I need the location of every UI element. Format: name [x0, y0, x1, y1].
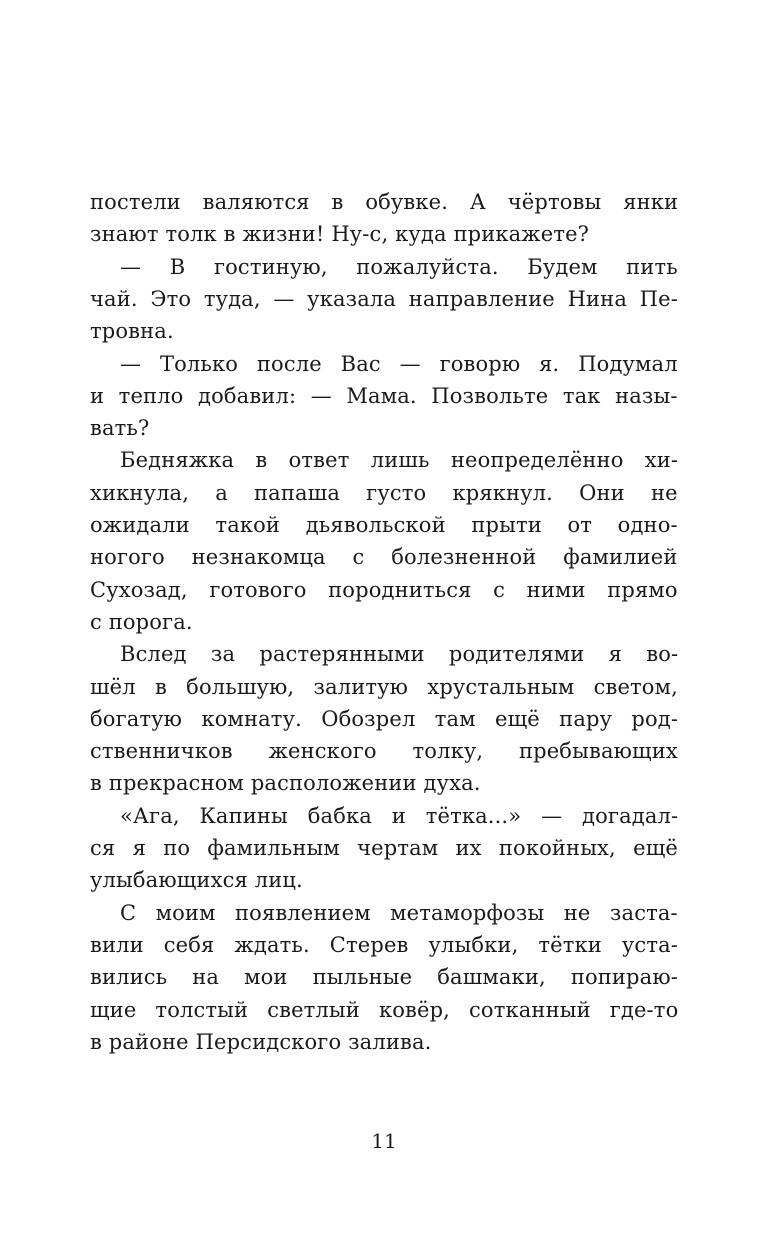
text-line: ственничков женского толку, пребывающих: [90, 739, 678, 764]
text-line: ожидали такой дьявольской прыти от одно-: [90, 513, 678, 537]
text-line: ся я по фамильным чертам их покойных, ещё: [90, 836, 678, 860]
text-line: чай. Это туда, — указала направление Нина Пе-: [90, 286, 678, 311]
text-line: — Только после Вас — говорю я. Подумал: [120, 351, 678, 376]
text-line: Вслед за растерянными родителями я во-: [120, 642, 679, 667]
page-number: 11: [371, 1129, 397, 1153]
text-line: и тепло добавил: — Мама. Позвольте так назы-: [90, 383, 678, 408]
text-line: улыбающихся лиц.: [90, 868, 303, 893]
text-line: знают толк в жизни! Ну-с, куда прикажете?: [90, 222, 590, 247]
text-line: вились на мои пыльные башмаки, попираю-: [90, 965, 679, 990]
text-line: в прекрасном расположении духа.: [90, 771, 481, 796]
text-line: С моим появлением метаморфозы не заста-: [120, 900, 678, 925]
text-line: вать?: [90, 416, 150, 441]
text-line: тровна.: [90, 319, 174, 344]
text-line: шёл в большую, залитую хрустальным светом,: [90, 674, 678, 699]
text-line: Бедняжка в ответ лишь неопределённо хи-: [120, 448, 679, 473]
text-line: — В гостиную, пожалуйста. Будем пить: [120, 254, 678, 279]
text-line: хикнула, а папаша густо крякнул. Они не: [90, 480, 678, 505]
text-line: Сухозад, готового породниться с ними прямо: [90, 577, 678, 602]
text-line: «Ага, Капины бабка и тётка...» — догадал-: [120, 803, 679, 828]
text-line: с порога.: [90, 609, 193, 634]
text-line: ногого незнакомца с болезненной фамилией: [90, 545, 678, 570]
text-line: вили себя ждать. Стерев улыбки, тётки уста-: [90, 932, 679, 957]
text-line: богатую комнату. Обозрел там ещё пару род-: [90, 706, 679, 731]
text-line: постели валяются в обувке. А чёртовы янки: [90, 190, 679, 214]
text-line: в районе Персидского залива.: [90, 1029, 432, 1054]
text-line: щие толстый светлый ковёр, сотканный где-то: [90, 997, 679, 1022]
